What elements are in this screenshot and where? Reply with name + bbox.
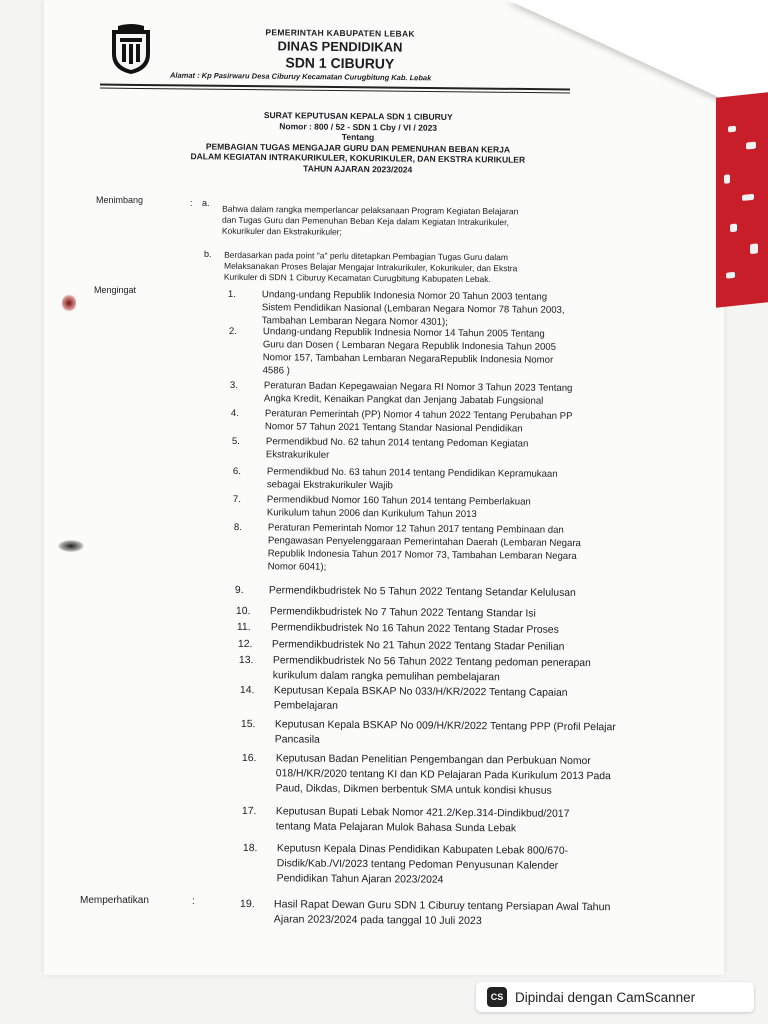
mengingat-item-line: Angka Kredit, Kenaikan Pangkat dan Jenjang Jabatab Fungsional [263,393,544,407]
memperhatikan-colon: : [192,896,195,907]
mengingat-item-text [264,379,696,409]
decree-number: Nomor : 800 / 52 - SDN 1 Cby / VI / 2023 [279,120,438,133]
mengingat-item-number: 16. [241,753,257,765]
menimbang-b-line: Berdasarkan pada point "a" perlu ditetapkan Pembagian Tugas Guru dalam [224,249,509,263]
letterhead-department: DINAS PENDIDIKAN [277,38,403,55]
mengingat-item-text [273,653,696,687]
mengingat-item-line: Permendikbud No. 62 tahun 2014 tentang Pedoman Kegiatan [265,436,529,450]
red-background-strip [716,92,768,307]
ink-smudge [58,540,84,552]
decree-title: SURAT KEPUTUSAN KEPALA SDN 1 CIBURUY [263,110,453,122]
mengingat-item-line: 018/H/KR/2020 tentang KI dan KD Pelajaran Pada Kurikulum 2013 Pada [275,768,611,783]
mengingat-item-line: Sistem Pendidikan Nasional (Lembaran Negara Nomor 78 Tahun 2003, [261,302,565,316]
decree-about: Tentang [341,131,375,143]
menimbang-a-letter: a. [202,198,210,208]
memperhatikan-line: Hasil Rapat Dewan Guru SDN 1 Ciburuy tentang Persiapan Awal Tahun [273,898,611,914]
mengingat-item-line: Keputusan Kepala BSKAP No 033/H/KR/2022 Tentang Capaian [273,685,568,699]
mengingat-item-line: Permendikbudristek No 7 Tahun 2022 Tentang Standar Isi [269,606,536,620]
mengingat-item-line: Keputusan Badan Penelitian Pengembangan dan Perbukuan Nomor [275,753,591,768]
mengingat-item-number: 12. [237,638,253,651]
mengingat-item-line: Permendikbud Nomor 160 Tahun 2014 tentang Pemberlakuan [266,494,531,508]
mengingat-item-number: 17. [241,806,257,818]
letterhead [150,26,530,73]
menimbang-b-line: Melaksanakan Proses Belajar Mengajar Intrakurikuler, Kokurikuler, dan Ekstra [223,260,518,274]
mengingat-item-line: Nomor 157, Tambahan Lembaran NegaraRepublik Indonesia Nomor [262,352,554,366]
mengingat-item-text [262,288,696,331]
mengingat-item-number: 14. [239,684,255,697]
decree-subject-2: DALAM KEGIATAN INTRAKURIKULER, KOKURIKULER, DAN EKSTRA KURIKULER [190,151,526,165]
mengingat-item-number: 11. [236,621,251,634]
decree-heading [168,109,549,176]
menimbang-b-text [224,250,518,286]
ink-smudge [62,294,76,312]
mengingat-item-line: Undang-undang Republik Indnesia Nomor 14 Tahun 2005 Tentang [262,326,545,340]
mengingat-item-line: Permendikbudristek No 21 Tahun 2022 Tentang Stadar Penilian [271,639,565,653]
mengingat-item-text [267,493,696,523]
mengingat-item-line: Kurikulum tahun 2006 dan Kurikulum Tahun 2013 [266,507,477,521]
mengingat-item-line: sebagai Ekstrakurikuler Wajib [266,479,393,492]
mengingat-item-text [276,804,696,838]
mengingat-item-line: Peraturan Pemerintah Nomor 12 Tahun 2017 tentang Pembinaan dan [267,522,564,536]
mengingat-item-line: Peraturan Pemerintah (PP) Nomor 4 tahun 2022 Tentang Perubahan PP [264,408,573,422]
mengingat-item-line: Guru dan Dosen ( Lembaran Negara Republik Indonesia Tahun 2005 [262,339,557,353]
mengingat-item-line: Permendikbud No. 63 tahun 2014 tentang Pendidikan Kepramukaan [266,466,558,480]
mengingat-item-text [277,841,696,890]
mengingat-item-line: Permendikbudristek No 56 Tahun 2022 Tentang pedoman penerapan [272,655,591,670]
mengingat-item-text [268,521,696,577]
menimbang-b-line: Kurikuler di SDN 1 Ciburuy Kecamatan Curugbitung Kabupaten Lebak. [223,271,491,285]
mengingat-item-line: Keputusan Kepala BSKAP No 009/H/KR/2022 Tentang PPP (Profil Pelajar [274,719,616,734]
memperhatikan-line: Ajaran 2023/2024 pada tanggal 10 Juli 2023 [273,913,482,928]
mengingat-item-line: kurikulum dalam rangka pemulihan pembelajaran [272,670,500,684]
mengingat-item-text [263,325,696,381]
mengingat-item-line: Permendikbudristek No 16 Tahun 2022 Tentang Stadar Proses [270,622,559,636]
mengingat-item-text [265,407,696,437]
mengingat-item-number: 15. [240,718,256,731]
decree-subject-1: PEMBAGIAN TUGAS MENGAJAR GURU DAN PEMENUHAN BEBAN KERJA [205,140,511,155]
menimbang-a-text [222,204,519,240]
decree-year: TAHUN AJARAN 2023/2024 [303,162,413,175]
mengingat-item-number: 13. [238,654,254,667]
mengingat-item-line: Pendidikan Tahun Ajaran 2023/2024 [276,873,444,886]
letterhead-school: SDN 1 CIBURUY [285,54,395,72]
mengingat-item-line: Pembelajaran [273,700,338,712]
mengingat-item-text [275,717,696,751]
mengingat-item-number: 4. [230,407,240,420]
mengingat-item-number: 3. [229,379,239,392]
mengingat-item-line: 4586 ) [262,365,290,377]
mengingat-item-line: Pancasila [274,734,320,746]
mengingat-item-line: Paud, Dikdas, Dikmen berbentuk SMA untuk kondisi khusus [275,783,552,797]
mengingat-item-text [276,751,696,800]
menimbang-b-letter: b. [204,249,212,259]
mengingat-item-text [266,435,696,465]
mengingat-item-line: Undang-undang Republik Indonesia Nomor 20 Tahun 2003 tentang [261,289,548,303]
mengingat-item-line: Keputusn Kepala Dinas Pendidikan Kabupaten Lebak 800/670- [276,843,569,857]
memperhatikan-label: Memperhatikan [80,895,149,906]
mengingat-item-number: 9. [234,584,244,597]
camscanner-text: Dipindai dengan CamScanner [515,989,696,1005]
mengingat-item-number: 1. [227,288,237,301]
mengingat-item-number: 10. [235,605,251,618]
mengingat-item-line: Peraturan Badan Kepegawaian Negara RI Nomor 3 Tahun 2023 Tentang [263,380,573,394]
memperhatikan-number: 19. [239,897,255,911]
mengingat-item-line: Tambahan Lembaran Negara Nomor 4301); [261,315,448,328]
letterhead-government: PEMERINTAH KABUPATEN LEBAK [265,27,415,39]
mengingat-item-number: 7. [232,493,242,506]
mengingat-item-line: Disdik/Kab./VI/2023 tentang Pedoman Penyusunan Kalender [276,858,559,872]
menimbang-colon: : [190,198,193,208]
menimbang-a-line: dan Tugas Guru dan Pemenuhan Beban Keja dalam Kegiatan Intrakurikuler, [221,214,509,228]
mengingat-item-text [274,683,696,717]
camscanner-watermark [476,982,754,1012]
mengingat-item-line: Permendikbudristek No 5 Tahun 2022 Tentang Setandar Kelulusan [268,585,576,599]
mengingat-item-line: Republik Indonesia Tahun 2017 Nomor 73, Tambahan Lembaran Negara [267,548,577,562]
mengingat-item-line: Nomor 57 Tahun 2021 Tentang Standar Nasional Pendidikan [264,421,523,435]
letterhead-address: Alamat : Kp Pasirwaru Desa Ciburuy Kecamatan Curugbitung Kab. Lebak [169,70,432,83]
mengingat-item-line: Ekstrakurikuler [265,449,330,461]
menimbang-a-line: Kokurikuler dan Ekstrakurikuler; [221,225,342,237]
menimbang-a-line: Bahwa dalam rangka memperlancar pelaksanaan Program Kegiatan Belajaran [222,203,519,217]
mengingat-item-number: 6. [232,465,242,478]
memperhatikan-text [274,897,700,931]
mengingat-item-number: 8. [233,521,243,534]
mengingat-item-number: 2. [228,325,238,338]
mengingat-item-line: tentang Mata Pelajaran Mulok Bahasa Sunda Lebak [275,821,517,835]
mengingat-item-line: Keputusan Bupati Lebak Nomor 421.2/Kep.314-Dindikbud/2017 [275,806,570,820]
mengingat-item-text [267,465,696,495]
mengingat-label: Mengingat [94,285,137,295]
camscanner-icon: CS [487,987,507,1007]
mengingat-item-number: 5. [231,435,241,448]
menimbang-label: Menimbang [96,195,144,205]
mengingat-item-line: Nomor 6041); [267,561,327,573]
mengingat-item-number: 18. [242,843,258,855]
mengingat-item-line: Pengawasan Penyelenggaraan Pemerintahan Daerah (Lembaran Negara [267,535,581,549]
school-logo-icon [108,24,154,76]
